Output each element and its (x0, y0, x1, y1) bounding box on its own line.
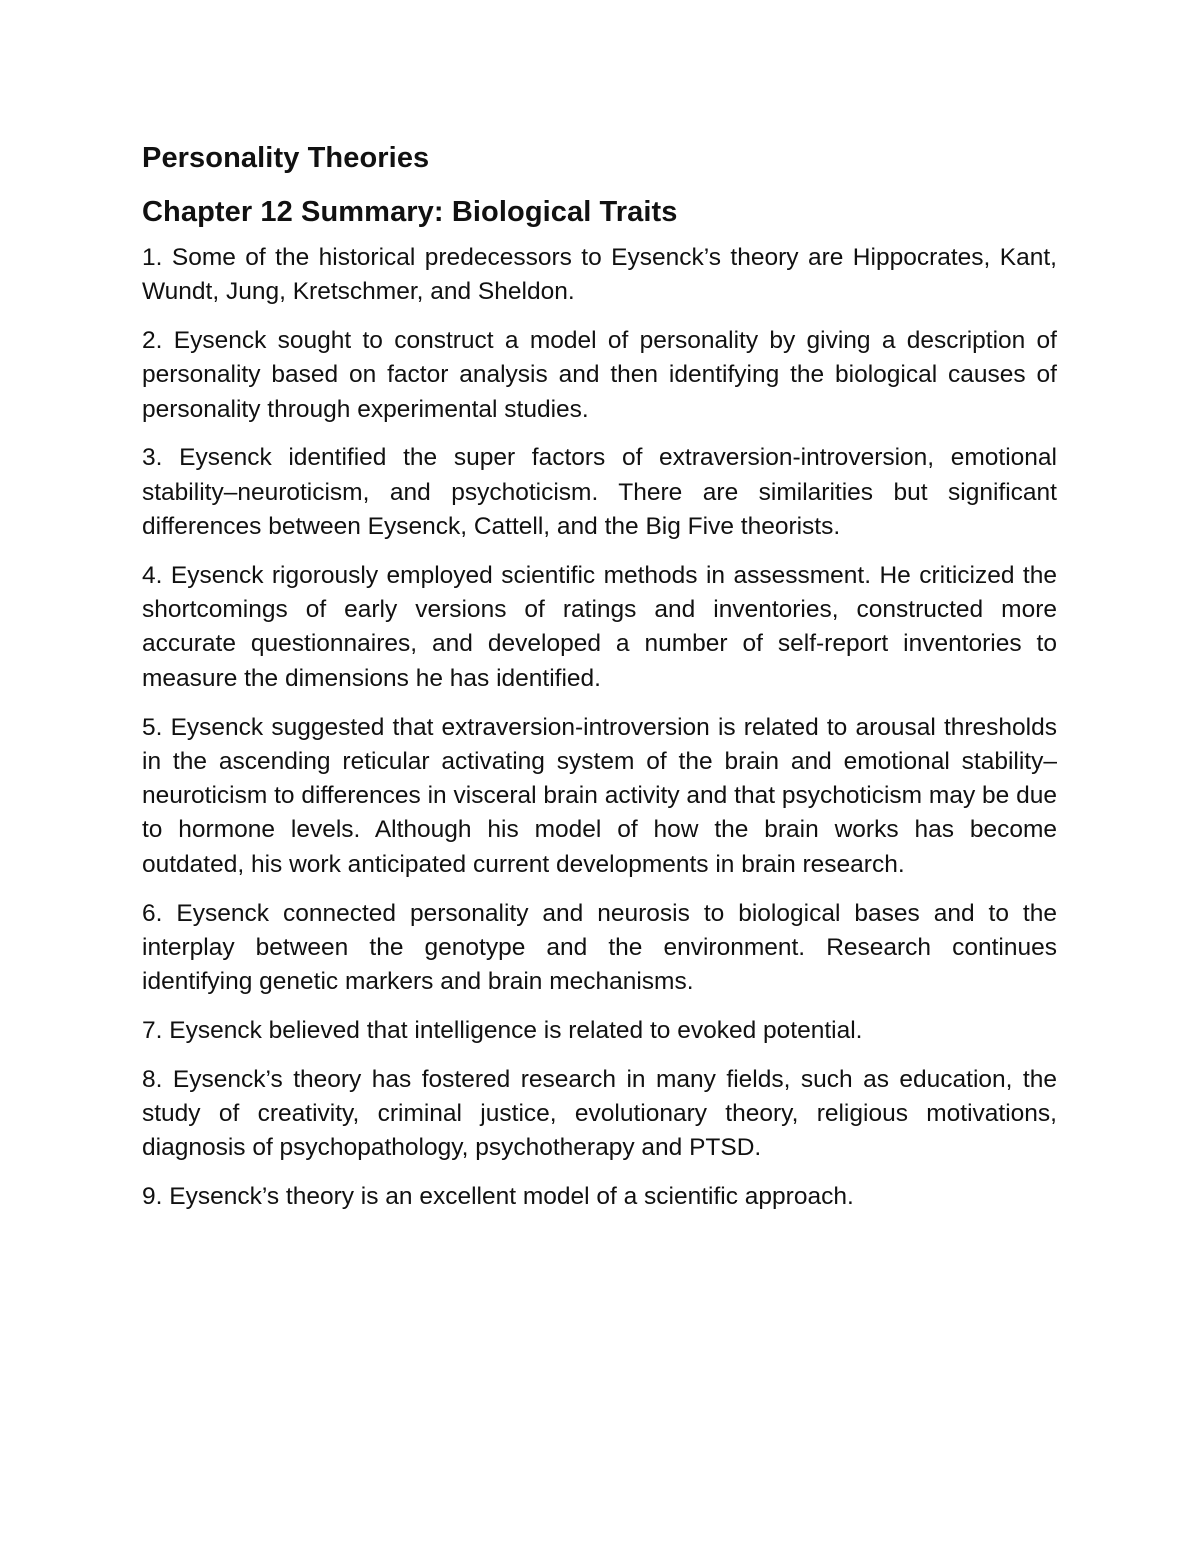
summary-item-7: 7. Eysenck believed that intelligence is related to evoked potential. (142, 1016, 863, 1044)
summary-item-8: 8. Eysenck’s theory has fostered research in many fields, such as education, the study of creativity, criminal justice, evolutionary theory, religious motivations, diagnosis of psychopathology, psychotherapy and PTSD. (142, 1065, 1057, 1162)
summary-item-1: 1. Some of the historical predecessors to Eysenck’s theory are Hippocrates, Kant, Wundt, Jung, Kretschmer, and Sheldon. (142, 244, 1057, 306)
summary-item-6: 6. Eysenck connected personality and neurosis to biological bases and to the interplay between the genotype and the environment. Research continues identifying genetic markers and brain mechanisms. (142, 899, 1057, 996)
summary-item-2: 2. Eysenck sought to construct a model of personality by giving a description of personality based on factor analysis and then identifying the biological causes of personality through experimental studies. (142, 327, 1057, 423)
summary-item-9: 9. Eysenck’s theory is an excellent model of a scientific approach. (142, 1183, 854, 1211)
document-title: Personality Theories (142, 142, 430, 174)
summary-item-3: 3. Eysenck identified the super factors of extraversion-introversion, emotional stability–neuroticism, and psychoticism. There are similarities but significant differences between Eysenck, Cattell, and the Big Five theorists. (142, 444, 1057, 541)
summary-item-4: 4. Eysenck rigorously employed scientific methods in assessment. He criticized the shortcomings of early versions of ratings and inventories, constructed more accurate questionnaires, and developed a number of self-report inventories to measure the dimensions he has identified. (142, 561, 1057, 692)
summary-item-5: 5. Eysenck suggested that extraversion-introversion is related to arousal thresholds in the ascending reticular activating system of the brain and emotional stability–neuroticism to differences in visceral brain activity and that psychoticism may be due to hormone levels. Although his model of how the brain works has become outdated, his work anticipated current developments in brain research. (142, 713, 1057, 878)
chapter-heading: Chapter 12 Summary: Biological Traits (142, 196, 678, 228)
document-content (142, 140, 1057, 1229)
